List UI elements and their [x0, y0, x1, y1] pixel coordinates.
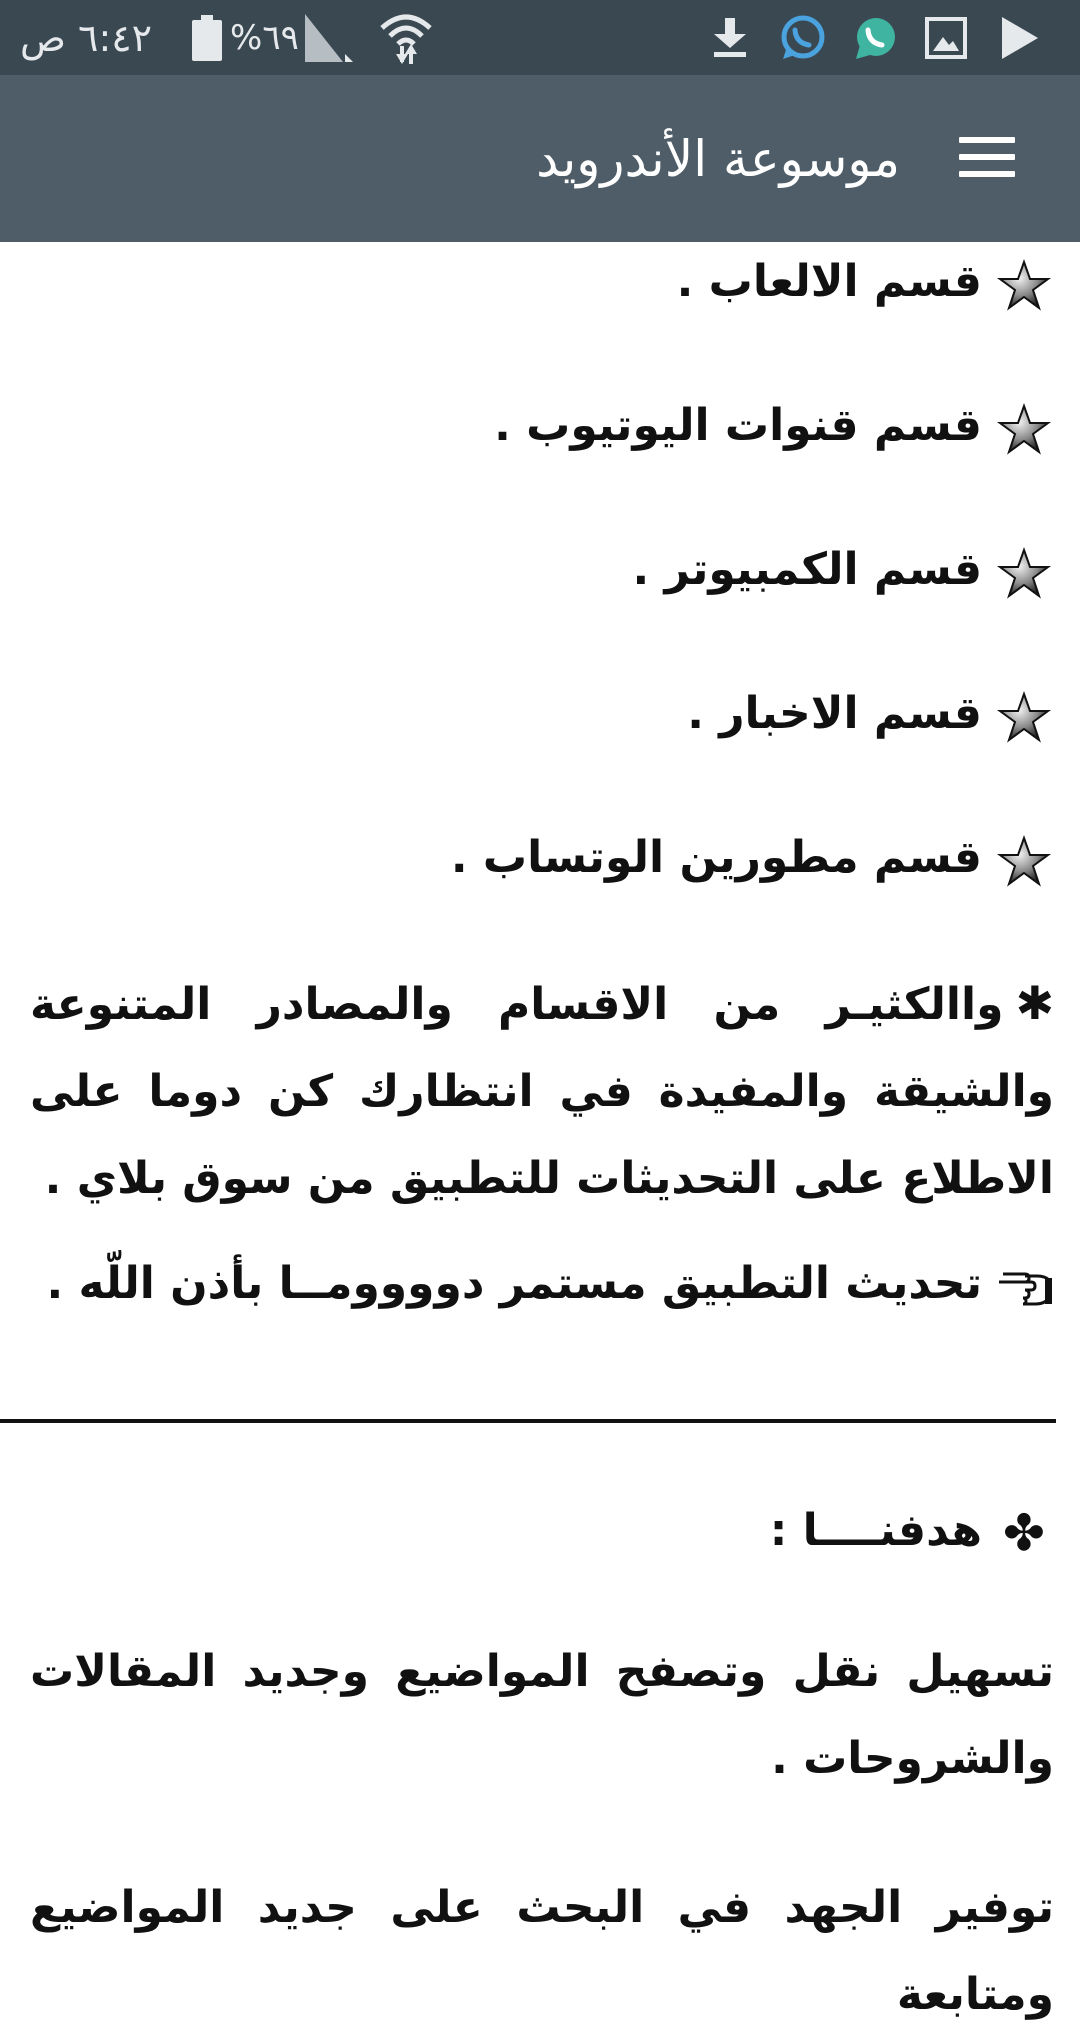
update-note-text: تحديث التطبيق مستمر دوووومــا بأذن اللّه . — [46, 1258, 982, 1309]
section-item-youtube — [30, 384, 1054, 470]
whatsapp-icon — [851, 0, 899, 75]
section-label: قسم قنوات اليوتيوب . — [494, 400, 982, 451]
section-item-games — [30, 240, 1054, 326]
play-store-icon — [995, 0, 1045, 75]
asterisk-icon: ✱ — [1015, 976, 1054, 1030]
pointing-hand-icon — [994, 1244, 1054, 1328]
goal-paragraph-2: توفير الجهد في البحث على جديد المواضيع ومتابعة — [30, 1882, 1054, 2020]
download-icon — [708, 0, 752, 75]
star-icon — [994, 530, 1054, 614]
section-item-whatsapp-devs — [30, 816, 1054, 902]
more-note-text: واالكثيـر من الاقسام والمصادر المتنوعة والشيقة والمفيدة في انتظارك كن دوما على الاطلاع على التحديثات للتطبيق من سوق بلاي . — [30, 979, 1054, 1204]
article-content[interactable] — [0, 242, 1080, 2020]
divider — [0, 1419, 1056, 1423]
section-label: قسم مطورين الوتساب . — [450, 832, 982, 883]
goal-paragraph-1: تسهيل نقل وتصفح المواضيع وجديد المقالات والشروحات . — [30, 1646, 1054, 1784]
star-icon — [994, 386, 1054, 470]
whatsapp-icon — [778, 0, 826, 75]
status-bar — [0, 0, 1080, 75]
goal-heading — [30, 1489, 1054, 1575]
app-bar — [0, 75, 1080, 242]
battery-icon — [192, 0, 222, 75]
star-icon — [994, 674, 1054, 758]
section-label: قسم الاخبار . — [687, 688, 982, 739]
section-item-news — [30, 672, 1054, 758]
hamburger-menu-icon[interactable] — [959, 133, 1025, 183]
goal-heading-text: هدفنــــا : — [769, 1505, 982, 1556]
wifi-icon — [378, 0, 434, 75]
gallery-icon — [922, 0, 970, 75]
club-icon: ✤ — [1003, 1504, 1045, 1562]
section-label: قسم الالعاب . — [676, 256, 982, 307]
section-label: قسم الكمبيوتر . — [632, 544, 982, 595]
status-time: ٦:٤٢ ص — [20, 15, 153, 60]
star-icon — [994, 242, 1054, 326]
update-note — [30, 1242, 1054, 1328]
star-icon — [994, 818, 1054, 902]
app-title: موسوعة الأندرويد — [536, 129, 900, 188]
battery-percent: %٦٩ — [230, 17, 299, 58]
section-item-computer — [30, 528, 1054, 614]
signal-icon — [305, 0, 355, 75]
more-sections-note — [30, 960, 1054, 1222]
